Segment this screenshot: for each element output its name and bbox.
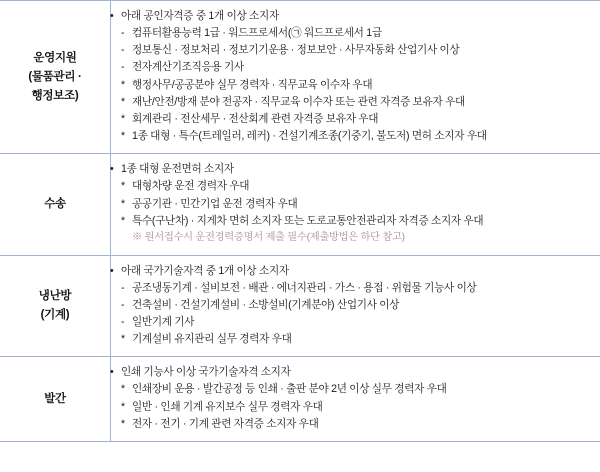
requirement-text: 공조냉동기계 · 설비보전 · 배관 · 에너지관리 · 가스 · 용접 · 위험물 기능사 이상 xyxy=(132,281,477,294)
requirement-line xyxy=(121,59,594,76)
asterisk-marker: * xyxy=(121,400,125,413)
table-row xyxy=(0,1,600,154)
requirement-line xyxy=(110,263,594,280)
requirement-text: 정보통신 · 정보처리 · 정보기기운용 · 정보보안 · 사무자동화 산업기사 이상 xyxy=(132,44,460,57)
asterisk-marker: * xyxy=(121,78,125,91)
category-cell xyxy=(0,1,111,154)
requirement-text: 아래 공인자격증 중 1개 이상 소지자 xyxy=(121,10,279,22)
requirement-text: 특수(구난차) · 지게차 면허 소지자 또는 도로교통안전관리자 자격증 소지자 우대 xyxy=(132,214,484,227)
category-label-line: 운영지원 xyxy=(33,51,77,64)
table-row xyxy=(0,357,600,442)
requirement-text: 기계설비 유지관리 실무 경력자 우대 xyxy=(132,333,292,346)
category-label-line: 행정보조) xyxy=(31,89,79,102)
requirement-text: 행정사무/공공분야 실무 경력자 · 직무교육 이수자 우대 xyxy=(132,78,373,91)
requirements-cell xyxy=(111,357,600,442)
submission-note: ※ 원서접수시 운전경력증명서 제출 필수(제출방법은 하단 참고) xyxy=(132,231,405,243)
dash-marker: - xyxy=(121,44,125,57)
asterisk-marker: * xyxy=(121,180,125,193)
requirement-text: 재난/안전/방재 분야 전공자 · 직무교육 이수자 또는 관련 자격증 보유자 우대 xyxy=(132,95,465,108)
category-label-line: 수송 xyxy=(44,197,66,210)
requirement-line xyxy=(121,399,594,416)
requirement-text: 일반 · 인쇄 기계 유지보수 실무 경력자 우대 xyxy=(132,400,323,413)
requirement-line xyxy=(121,213,594,230)
requirement-text: 인쇄 기능사 이상 국가기술자격 소지자 xyxy=(121,366,291,379)
requirement-text: 건축설비 · 건설기계설비 · 소방설비(기계분야) 산업기사 이상 xyxy=(132,298,400,311)
requirement-text: 회계관리 · 전산세무 · 전산회계 관련 자격증 보유자 우대 xyxy=(132,112,379,125)
asterisk-marker: * xyxy=(121,112,125,125)
requirement-line xyxy=(121,416,594,433)
requirements-cell xyxy=(111,154,600,255)
bullet-marker: • xyxy=(110,264,114,277)
requirement-line xyxy=(121,25,594,42)
category-cell xyxy=(0,255,111,357)
requirement-text: 공공기관 · 민간기업 운전 경력자 우대 xyxy=(132,197,298,210)
category-label-line: (기계) xyxy=(40,308,70,321)
requirement-line xyxy=(121,196,594,213)
asterisk-marker: * xyxy=(121,333,125,346)
asterisk-marker: * xyxy=(121,214,125,227)
bullet-marker: • xyxy=(110,366,114,379)
requirement-text: 1종 대형 · 특수(트레일러, 레커) · 건설기계조종(기중기, 불도저) 면허 소지자 우대 xyxy=(132,130,487,143)
requirement-text: 컴퓨터활용능력 1급 · 워드프로세서(㉠ 워드프로세서 1급 xyxy=(132,27,382,40)
requirement-line xyxy=(121,331,594,348)
requirement-text: 일반기계 기사 xyxy=(132,316,195,329)
asterisk-marker: * xyxy=(121,95,125,108)
table-body xyxy=(0,1,600,442)
dash-marker: - xyxy=(121,27,125,40)
table-row xyxy=(0,255,600,357)
requirement-line xyxy=(121,128,594,145)
requirement-line xyxy=(121,280,594,297)
requirement-line xyxy=(110,161,594,178)
requirement-line xyxy=(110,8,594,25)
dash-marker: - xyxy=(121,281,125,294)
table-row xyxy=(0,154,600,255)
bullet-marker: • xyxy=(110,163,114,176)
requirement-line xyxy=(121,94,594,111)
requirement-line xyxy=(121,178,594,195)
requirement-text: 대형차량 운전 경력자 우대 xyxy=(132,180,250,193)
bullet-marker: • xyxy=(110,10,114,22)
asterisk-marker: * xyxy=(121,130,125,143)
requirement-text: 아래 국가기술자격 중 1개 이상 소지자 xyxy=(121,264,289,277)
category-label-line: 냉난방 xyxy=(38,289,72,302)
requirement-text: 1종 대형 운전면허 소지자 xyxy=(121,163,234,176)
requirements-cell xyxy=(111,255,600,357)
asterisk-marker: * xyxy=(121,383,125,396)
category-cell xyxy=(0,357,111,442)
requirement-text: 전자 · 전기 · 기계 관련 자격증 소지자 우대 xyxy=(132,417,319,430)
requirements-cell xyxy=(111,1,600,154)
dash-marker: - xyxy=(121,61,125,74)
dash-marker: - xyxy=(121,316,125,329)
category-cell xyxy=(0,154,111,255)
asterisk-marker: * xyxy=(121,197,125,210)
requirement-line xyxy=(121,381,594,398)
requirement-line xyxy=(121,42,594,59)
requirement-line xyxy=(121,111,594,128)
requirement-line xyxy=(121,297,594,314)
requirement-line xyxy=(110,364,594,381)
requirement-line xyxy=(121,77,594,94)
requirement-text: 전자계산기조직응용 기사 xyxy=(132,61,244,74)
asterisk-marker: * xyxy=(121,417,125,430)
requirement-line xyxy=(121,314,594,331)
requirement-text: 인쇄장비 운용 · 발간공정 등 인쇄 · 출판 분야 2년 이상 실무 경력자 우대 xyxy=(132,383,447,396)
dash-marker: - xyxy=(121,298,125,311)
category-label-line: 발간 xyxy=(44,392,66,405)
category-label-line: (물품관리 · xyxy=(28,70,82,83)
